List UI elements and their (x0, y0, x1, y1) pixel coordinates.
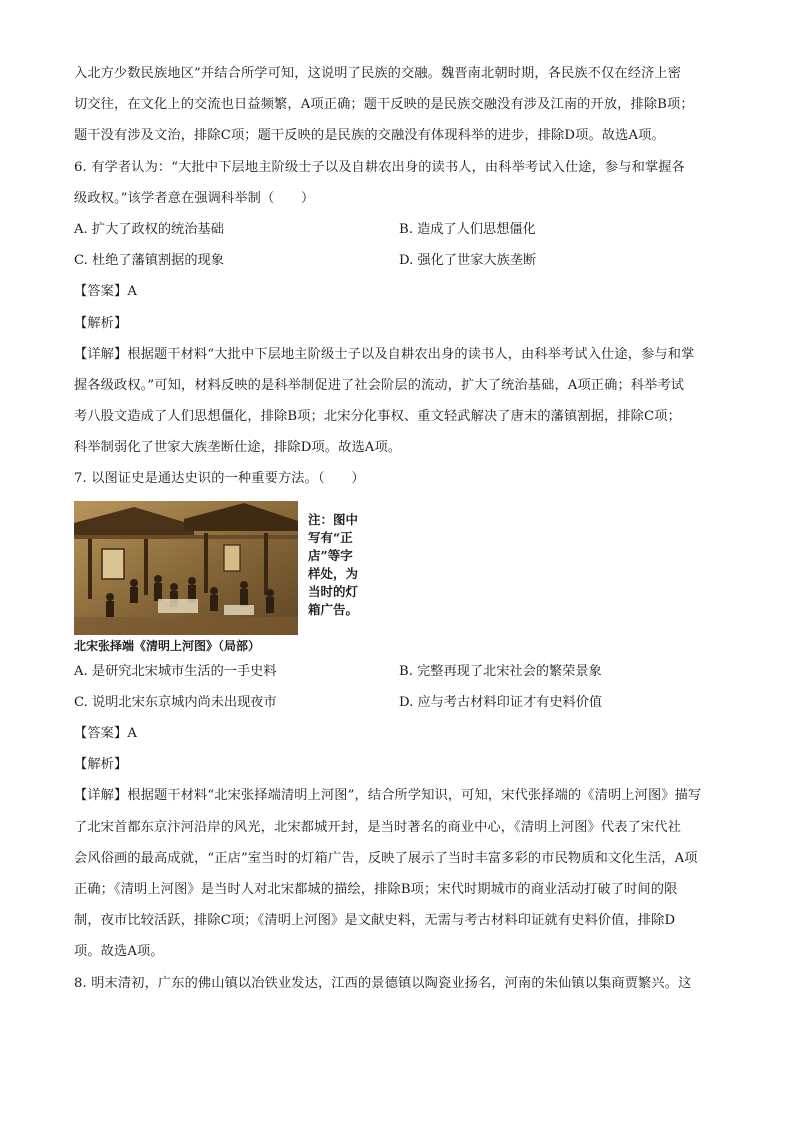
figure-note: 注：图中 写有“正 店”等字 样处，为 当时的灯 箱广告。 (308, 511, 359, 617)
option-a: A. 扩大了政权的统治基础 (74, 221, 224, 237)
detail-line: 握各级政权。”可知，材料反映的是科举制促进了社会阶层的流动，扩大了统治基础，A项正确；科举考试 (74, 377, 685, 393)
detail-line: 制，夜市比较活跃，排除C项；《清明上河图》是文献史料，无需与考古材料印证就有史料价值，排除D (74, 913, 676, 929)
question-6 (74, 152, 724, 464)
option-b: B. 完整再现了北宋社会的繁荣景象 (399, 663, 602, 679)
detail-line: 了北宋首都东京汴河沿岸的风光，北宋都城开封，是当时著名的商业中心，《清明上河图》代表了宋代社 (74, 819, 681, 835)
text-line: 切交往，在文化上的交流也日益频繁，A项正确；题干反映的是民族交融没有涉及江南的开放，排除B项； (74, 97, 694, 113)
option-d: D. 应与考古材料印证才有史料价值 (399, 694, 603, 710)
question-stem-line: 8. 明末清初，广东的佛山镇以冶铁业发达，江西的景德镇以陶瓷业扬名，河南的朱仙镇以集商贾繁兴。这 (74, 975, 692, 991)
figure-qingming (74, 501, 724, 656)
text-line: 题干没有涉及文治，排除C项；题干反映的是民族的交融没有体现科举的进步，排除D项。故选A项。 (74, 128, 665, 144)
option-b: B. 造成了人们思想僵化 (399, 221, 536, 237)
analysis-label: 【解析】 (74, 757, 128, 773)
document-page (74, 58, 724, 999)
figure-caption: 北宋张择端《清明上河图》（局部） (74, 638, 261, 653)
answer-label: 【答案】A (74, 726, 138, 741)
detail-line: 考八股文造成了人们思想僵化，排除B项；北宋分化事权、重文轻武解决了唐末的藩镇割据，排除C项； (74, 409, 681, 425)
question-7 (74, 463, 724, 967)
detail-line: 会风俗画的最高成就，“正店”室当时的灯箱广告，反映了展示了当时丰富多彩的市民物质和文化生活，A项 (74, 850, 698, 866)
qingming-painting-image (74, 501, 298, 635)
question-stem-line: 7. 以图证史是通达史识的一种重要方法。（ ） (74, 471, 365, 487)
intro-paragraph (74, 58, 724, 152)
answer-label: 【答案】A (74, 284, 138, 300)
detail-line: 正确；《清明上河图》是当时人对北宋都城的描绘，排除B项；宋代时期城市的商业活动打破了时间的限 (74, 881, 678, 897)
option-d: D. 强化了世家大族垄断 (399, 253, 537, 269)
options-row (74, 656, 724, 687)
detail-line: 项。故选A项。 (74, 944, 164, 960)
option-c: C. 说明北宋东京城内尚未出现夜市 (74, 694, 277, 710)
analysis-label: 【解析】 (74, 315, 128, 331)
question-stem-line: 级政权。”该学者意在强调科举制（ ） (74, 190, 315, 206)
detail-line: 【详解】根据题干材料“北宋张择端清明上河图”，结合所学知识，可知，宋代张择端的《清明上河图》描写 (74, 788, 702, 804)
options-row (74, 687, 724, 718)
options-row (74, 245, 724, 276)
question-stem-line: 6. 有学者认为：“大批中下层地主阶级士子以及自耕农出身的读书人，由科举考试入仕途，参与和掌握各 (74, 159, 685, 175)
text-line: 入北方少数民族地区”并结合所学可知，这说明了民族的交融。魏晋南北朝时期，各民族不仅在经济上密 (74, 66, 682, 81)
question-8 (74, 968, 724, 999)
option-c: C. 杜绝了藩镇割据的现象 (74, 253, 224, 269)
detail-line: 科举制弱化了世家大族垄断仕途，排除D项。故选A项。 (74, 440, 402, 456)
options-row (74, 214, 724, 245)
option-a: A. 是研究北宋城市生活的一手史料 (74, 663, 277, 679)
detail-line: 【详解】根据题干材料“大批中下层地主阶级士子以及自耕农出身的读书人，由科举考试入仕途，参与和掌 (74, 346, 695, 362)
